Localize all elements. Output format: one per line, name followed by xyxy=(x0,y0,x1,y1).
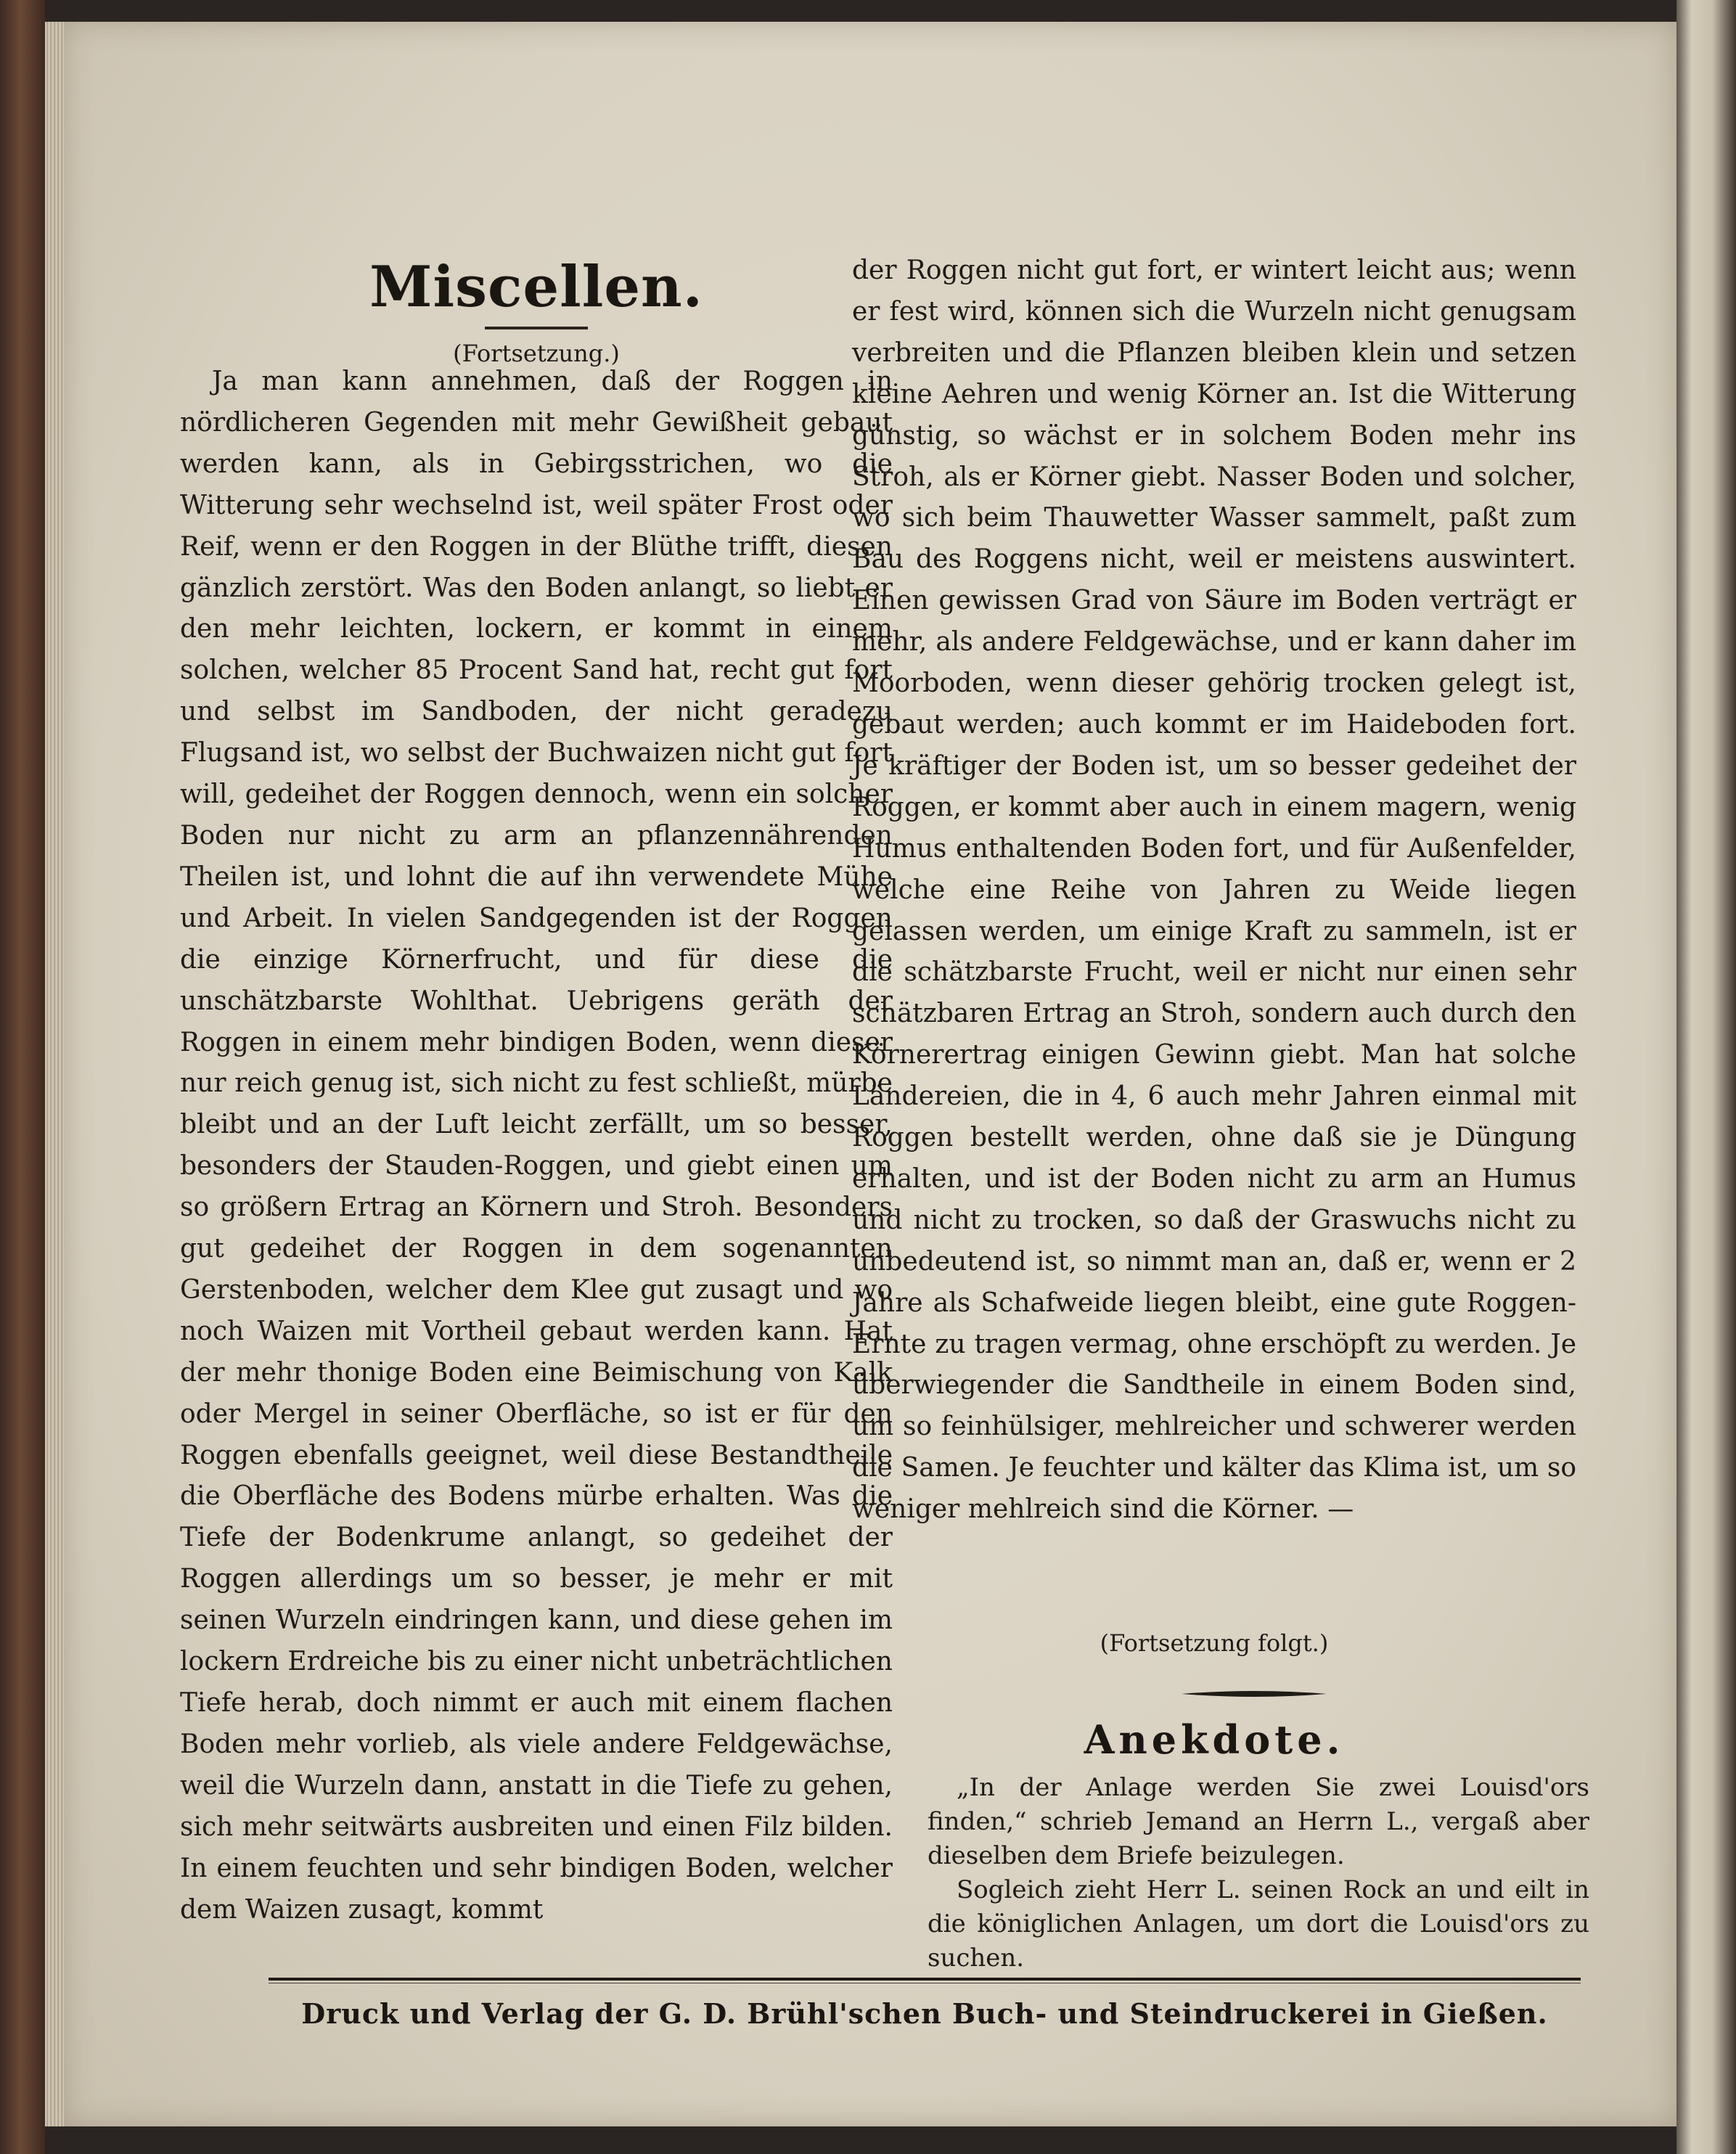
printer-imprint: Druck und Verlag der G. D. Brühl'schen Buch- und Steindruckerei in Gießen. xyxy=(301,1997,1548,2030)
anecdote-paragraph-1: „In der Anlage werden Sie zwei Louisd'ors finden,“ schrieb Jemand an Herrn L., vergaß aber dieselben dem Briefe beizulegen. xyxy=(928,1773,1589,1870)
page-edges xyxy=(45,22,65,2126)
book-page xyxy=(64,22,1676,2126)
continuation-note: (Fortsetzung folgt.) xyxy=(1100,1629,1329,1657)
article-title: Miscellen. xyxy=(369,254,703,320)
anecdote-title: Anekdote. xyxy=(1084,1716,1345,1763)
title-divider xyxy=(485,327,588,329)
left-column xyxy=(180,361,893,1930)
book-spine xyxy=(0,0,45,2154)
footer-rule xyxy=(269,1978,1581,1981)
section-ornament xyxy=(1182,1690,1327,1698)
article-paragraph-1: Ja man kann annehmen, daß der Roggen in nördlicheren Gegenden mit mehr Gewißheit gebaut werden kann, als in Gebirgsstrichen, wo die Witterung sehr wechselnd ist, weil später Frost oder Reif, wenn er den Roggen in der Blüthe trifft, diesen gänzlich zerstört. Was den Boden anlangt, so liebt er den mehr leichten, lockern, er kommt in einem solchen, welcher 85 Procent Sand hat, recht gut fort und selbst im Sandboden, der nicht geradezu Flugsand ist, wo selbst der Buchwaizen nicht gut fort will, gedeihet der Roggen dennoch, wenn ein solcher Boden nur nicht zu arm an pflanzennährenden Theilen ist, und lohnt die auf ihn verwendete Mühe und Arbeit. In vielen Sandgegenden ist der Roggen die einzige Körnerfrucht, und für diese die unschätzbarste Wohlthat. Uebrigens geräth der Roggen in einem mehr bindigen Boden, wenn dieser nur reich genug ist, sich nicht zu fest schließt, mürbe bleibt und an der Luft leicht zerfällt, um so besser, besonders der Stauden-Roggen, und giebt einen um so größern Ertrag an Körnern und Stroh. Besonders gut gedeihet der Roggen in dem sogenannten Gerstenboden, welcher dem Klee gut zusagt und wo noch Waizen mit Vortheil gebaut werden kann. Hat der mehr thonige Boden eine Beimischung von Kalk oder Mergel in seiner Oberfläche, so ist er für den Roggen ebenfalls geeignet, weil diese Bestandtheile die Oberfläche des Bodens mürbe erhalten. Was die Tiefe der Bodenkrume anlangt, so gedeihet der Roggen allerdings um so besser, je mehr er mit seinen Wurzeln eindringen kann, und diese gehen im lockern Erdreiche bis zu einer nicht unbeträchtlichen Tiefe herab, doch nimmt er auch mit einem flachen Boden mehr vorlieb, als viele andere Feldgewächse, weil die Wurzeln dann, anstatt in die Tiefe zu gehen, sich mehr seitwärts ausbreiten und einen Filz bilden. In einem feuchten und sehr bindigen Boden, welcher dem Waizen zusagt, kommt xyxy=(180,366,893,1925)
article-paragraph-2: der Roggen nicht gut fort, er wintert leicht aus; wenn er fest wird, können sich die Wurzeln nicht genugsam verbreiten und die Pflanzen bleiben klein und setzen kleine Aehren und wenig Körner an. Ist die Witterung günstig, so wächst er in solchem Boden mehr ins Stroh, als er Körner giebt. Nasser Boden und solcher, wo sich beim Thauwetter Wasser sammelt, paßt zum Bau des Roggens nicht, weil er meistens auswintert. Einen gewissen Grad von Säure im Boden verträgt er mehr, als andere Feldgewächse, und er kann daher im Moorboden, wenn dieser gehörig trocken gelegt ist, gebaut werden; auch kommt er im Haideboden fort. Je kräftiger der Boden ist, um so besser gedeihet der Roggen, er kommt aber auch in einem magern, wenig Humus enthaltenden Boden fort, und für Außenfelder, welche eine Reihe von Jahren zu Weide liegen gelassen werden, um einige Kraft zu sammeln, ist er die schätzbarste Frucht, weil er nicht nur einen sehr schätzbaren Ertrag an Stroh, sondern auch durch den Körnerertrag einigen Gewinn giebt. Man hat solche Ländereien, die in 4, 6 auch mehr Jahren einmal mit Roggen bestellt werden, ohne daß sie je Düngung erhalten, und ist der Boden nicht zu arm an Humus und nicht zu trocken, so daß der Graswuchs nicht zu unbedeutend ist, so nimmt man an, daß er, wenn er 2 Jahre als Schafweide liegen bleibt, eine gute Roggen-Ernte zu tragen vermag, ohne erschöpft zu werden. Je überwiegender die Sandtheile in einem Boden sind, um so feinhülsiger, mehlreicher und schwerer werden die Samen. Je feuchter und kälter das Klima ist, um so weniger mehlreich sind die Körner. — xyxy=(852,255,1576,1525)
facing-page-edge xyxy=(1676,0,1736,2154)
right-column xyxy=(852,250,1576,1531)
anecdote-body xyxy=(928,1771,1589,1975)
continued-note: (Fortsetzung.) xyxy=(453,340,620,367)
anecdote-paragraph-2: Sogleich zieht Herr L. seinen Rock an und eilt in die königlichen Anlagen, um dort die Louisd'ors zu suchen. xyxy=(928,1875,1589,1973)
